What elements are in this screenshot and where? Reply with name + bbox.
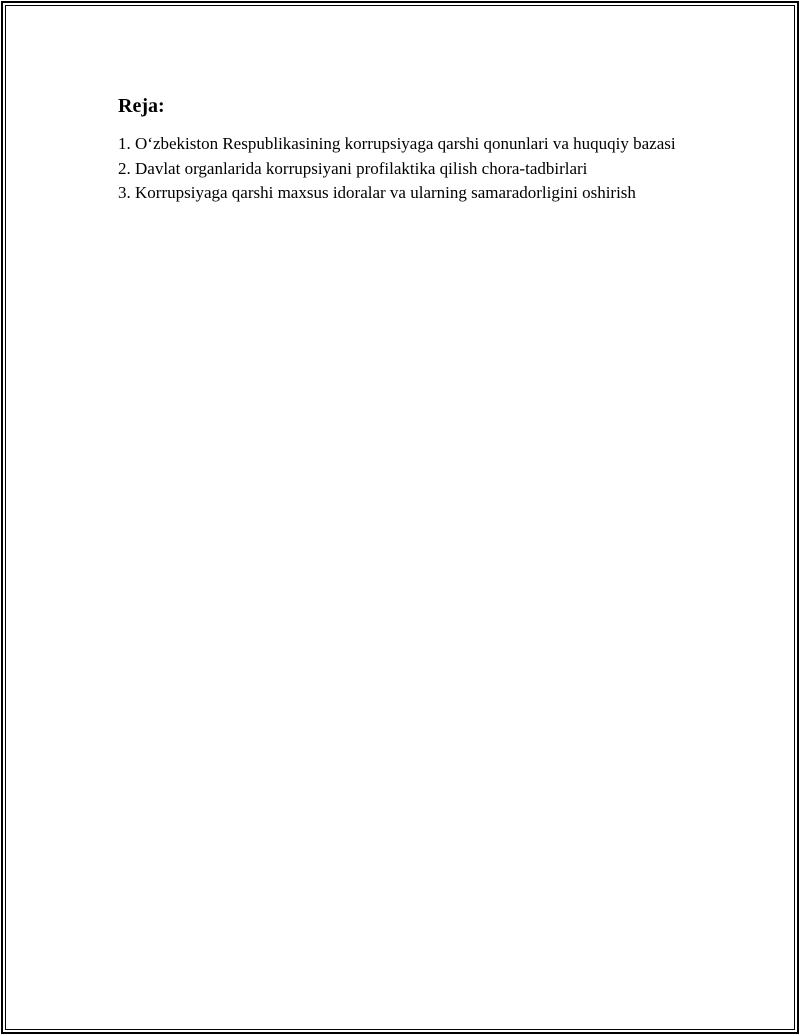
document-content [118,93,688,206]
plan-item: 3. Korrupsiyaga qarshi maxsus idoralar va ularning samaradorligini oshirish [118,183,636,202]
plan-item: 1. O‘zbekiston Respublikasining korrupsiyaga qarshi qonunlari va huquqiy bazasi [118,134,676,153]
plan-item: 2. Davlat organlarida korrupsiyani profilaktika qilish chora-tadbirlari [118,158,588,178]
plan-heading: Reja: [118,95,165,117]
plan-list [118,132,688,206]
